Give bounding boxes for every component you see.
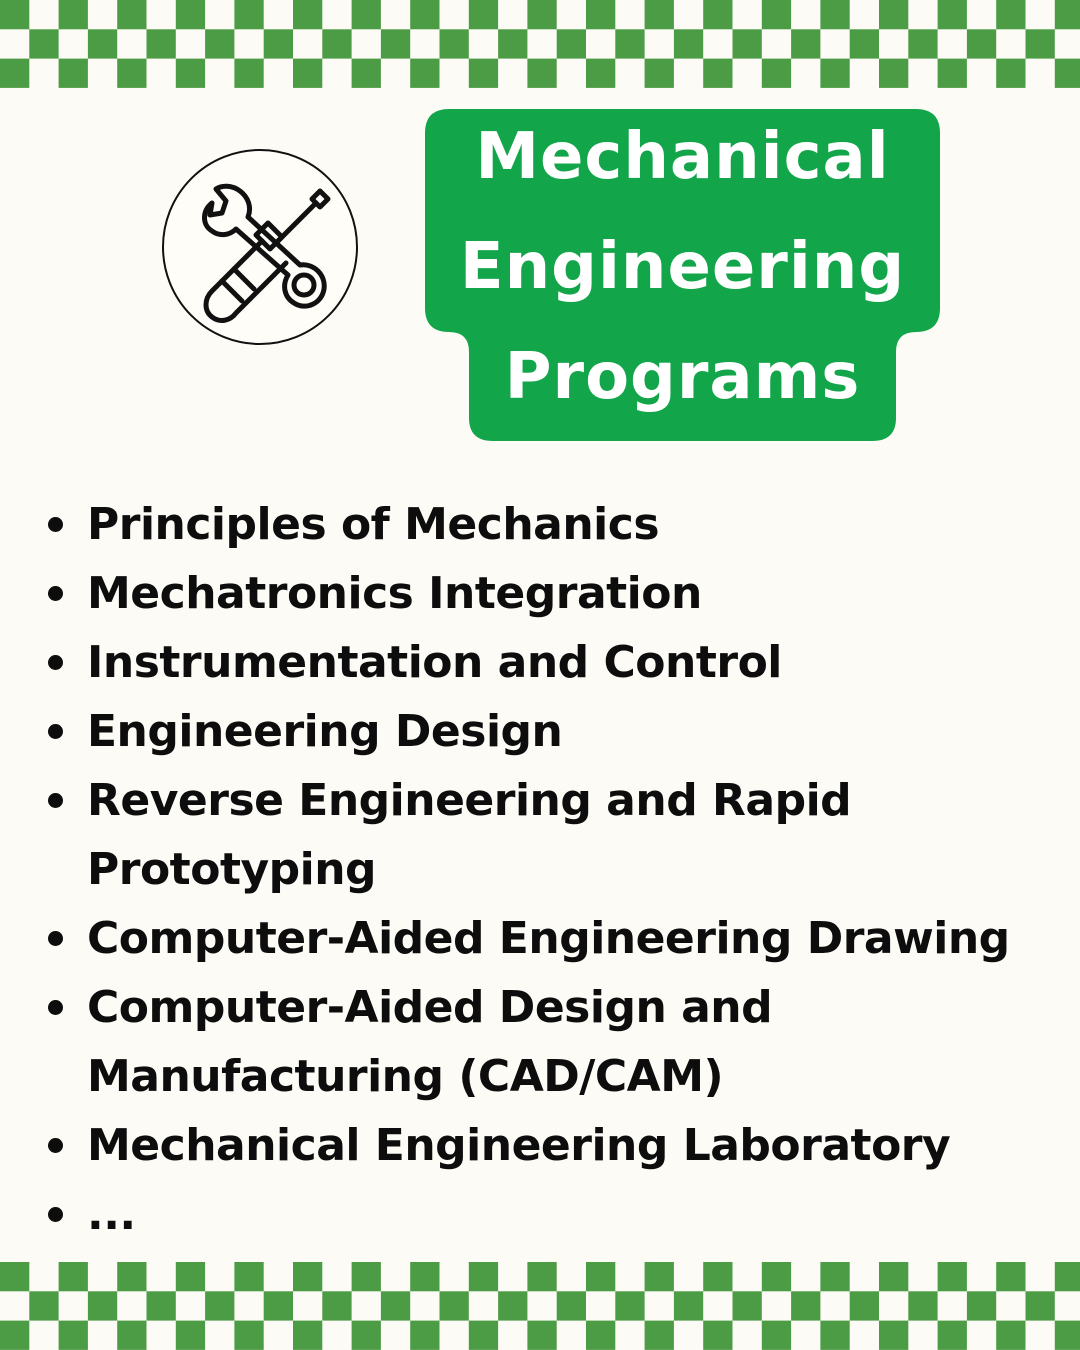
list-item — [42, 904, 1042, 973]
checker-square — [410, 1262, 439, 1291]
checker-square — [1055, 1321, 1080, 1350]
checker-square — [1055, 1262, 1080, 1291]
list-item-text: Engineering Design — [87, 706, 563, 757]
list-item-text: Mechanical Engineering Laboratory — [87, 1120, 951, 1171]
checker-square — [850, 1291, 879, 1320]
checker-square — [820, 1262, 849, 1291]
checker-square — [176, 1262, 205, 1291]
bullet-icon — [48, 1207, 63, 1222]
list-item — [42, 628, 1042, 697]
checker-square — [1026, 1291, 1055, 1320]
list-item-text: Mechatronics Integration — [87, 568, 702, 619]
list-item-text: Computer-Aided Engineering Drawing — [87, 913, 1010, 964]
checker-square — [293, 1321, 322, 1350]
checker-square — [908, 1291, 937, 1320]
bullet-icon — [48, 931, 63, 946]
list-item — [42, 973, 1042, 1111]
checker-square — [557, 1291, 586, 1320]
checker-square — [733, 1291, 762, 1320]
checker-square — [645, 1262, 674, 1291]
checker-square — [234, 1321, 263, 1350]
checker-square — [527, 1321, 556, 1350]
bullet-icon — [48, 517, 63, 532]
checker-square — [967, 1291, 996, 1320]
list-item-text: ... — [87, 1189, 136, 1240]
checker-square — [147, 1291, 176, 1320]
list-item-text: Principles of Mechanics — [87, 499, 660, 550]
checker-square — [469, 1321, 498, 1350]
checker-square — [0, 1321, 29, 1350]
checker-square — [0, 1262, 29, 1291]
checker-square — [410, 1321, 439, 1350]
checker-square — [938, 1321, 967, 1350]
checker-square — [820, 1321, 849, 1350]
checker-square — [645, 1321, 674, 1350]
list-item-text-continued: Prototyping — [87, 844, 377, 895]
list-item-text: Computer-Aided Design and — [87, 982, 773, 1033]
list-item-text-continued: Manufacturing (CAD/CAM) — [87, 1051, 724, 1102]
checker-square — [586, 1262, 615, 1291]
checker-square — [703, 1262, 732, 1291]
checker-square — [586, 1321, 615, 1350]
bullet-icon — [48, 655, 63, 670]
checker-square — [469, 1262, 498, 1291]
checker-square — [234, 1262, 263, 1291]
checker-square — [938, 1262, 967, 1291]
checker-square — [117, 1321, 146, 1350]
list-item — [42, 697, 1042, 766]
checker-square — [352, 1321, 381, 1350]
page-title-line-2: Engineering — [459, 230, 906, 304]
checker-square — [176, 1321, 205, 1350]
checker-square — [615, 1291, 644, 1320]
checker-square — [703, 1321, 732, 1350]
checker-square — [879, 1321, 908, 1350]
list-item — [42, 1180, 1042, 1249]
list-item — [42, 1111, 1042, 1180]
list-item — [42, 559, 1042, 628]
checker-square — [996, 1262, 1025, 1291]
checker-square — [322, 1291, 351, 1320]
list-item — [42, 766, 1042, 904]
program-list — [42, 490, 1042, 1249]
bullet-icon — [48, 1138, 63, 1153]
checker-square — [440, 1291, 469, 1320]
checker-square — [879, 1262, 908, 1291]
bullet-icon — [48, 1000, 63, 1015]
checker-square — [352, 1262, 381, 1291]
checker-square — [762, 1321, 791, 1350]
checker-square — [674, 1291, 703, 1320]
list-item — [42, 490, 1042, 559]
checker-square — [527, 1262, 556, 1291]
bottom-checker-border — [0, 1262, 1080, 1350]
list-item-text: Reverse Engineering and Rapid — [87, 775, 852, 826]
checker-square — [762, 1262, 791, 1291]
checker-square — [293, 1262, 322, 1291]
checker-square — [117, 1262, 146, 1291]
page-title-line-3: Programs — [504, 340, 861, 414]
checker-square — [996, 1321, 1025, 1350]
bullet-icon — [48, 724, 63, 739]
checker-square — [88, 1291, 117, 1320]
page-title-line-1: Mechanical — [475, 120, 890, 194]
checker-square — [59, 1321, 88, 1350]
checker-square — [498, 1291, 527, 1320]
list-item-text: Instrumentation and Control — [87, 637, 782, 688]
bullet-icon — [48, 793, 63, 808]
checker-square — [264, 1291, 293, 1320]
checker-square — [205, 1291, 234, 1320]
checker-square — [29, 1291, 58, 1320]
checker-square — [59, 1262, 88, 1291]
checker-square — [791, 1291, 820, 1320]
bullet-icon — [48, 586, 63, 601]
checker-square — [381, 1291, 410, 1320]
